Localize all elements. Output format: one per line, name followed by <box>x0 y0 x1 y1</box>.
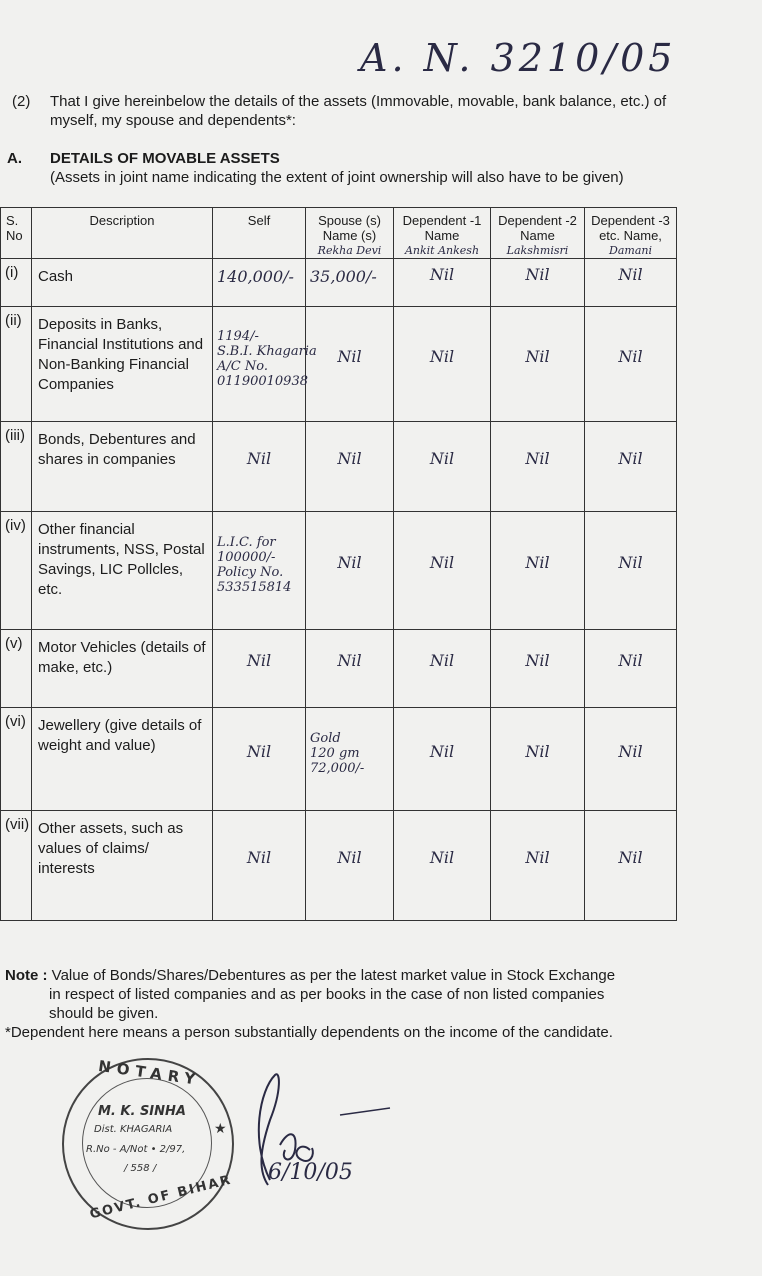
nil-entry: Nil <box>618 848 643 867</box>
handwritten-entry: L.I.C. for <box>217 535 276 550</box>
nil-entry: Nil <box>429 449 455 468</box>
cell-dep3 <box>585 307 677 422</box>
nil-entry: Nil <box>618 449 643 468</box>
dependent-note: *Dependent here means a person substantially dependents on the income of the candidate. <box>5 1024 613 1041</box>
header-dep2-label: Dependent -2 Name <box>498 213 577 243</box>
nil-entry: Nil <box>337 848 362 867</box>
header-sno: S. No <box>1 208 32 259</box>
row-sno: (v) <box>1 630 32 708</box>
cell-spouse <box>306 259 394 307</box>
stamp-notary-text: NOTARY <box>97 1056 203 1090</box>
signature-date: 6/10/05 <box>268 1160 353 1185</box>
cell-dep2 <box>491 630 585 708</box>
row-description: Other assets, such as values of claims/ interests <box>32 811 213 921</box>
table-row <box>1 708 677 811</box>
row-description: Other financial instruments, NSS, Postal Savings, LIC Pollcles, etc. <box>32 512 213 630</box>
nil-entry: Nil <box>525 651 550 670</box>
nil-entry: Nil <box>429 346 455 366</box>
cell-spouse <box>306 708 394 811</box>
movable-assets-table <box>0 207 677 921</box>
nil-entry: Nil <box>246 848 272 867</box>
handwritten-entry: Gold <box>310 731 341 746</box>
paragraph-text: That I give hereinbelow the details of the assets (Immovable, movable, bank balance, etc.) of myself, my spouse and dependents*: <box>50 93 667 129</box>
table-row <box>1 307 677 422</box>
cell-self <box>213 259 306 307</box>
nil-entry: Nil <box>246 741 272 761</box>
note-label: Note : <box>5 967 48 984</box>
row-sno: (vii) <box>1 811 32 921</box>
cell-dep1 <box>394 512 491 630</box>
cell-spouse <box>306 512 394 630</box>
dependent-3-name: Damani <box>609 245 652 257</box>
cell-spouse <box>306 307 394 422</box>
nil-entry: Nil <box>337 449 362 468</box>
header-dependent-1 <box>394 208 491 259</box>
row-description: Cash <box>32 259 213 307</box>
cell-self <box>213 630 306 708</box>
nil-entry: Nil <box>429 651 455 670</box>
nil-entry: Nil <box>337 553 362 572</box>
nil-entry: Nil <box>429 553 455 572</box>
cell-dep3 <box>585 811 677 921</box>
cell-dep1 <box>394 811 491 921</box>
cell-spouse <box>306 422 394 512</box>
nil-entry: Nil <box>525 265 550 284</box>
header-spouse <box>306 208 394 259</box>
row-description: Deposits in Banks, Financial Institutions and Non-Banking Financial Companies <box>32 307 213 422</box>
star-icon: ★ <box>214 1120 227 1136</box>
cell-dep1 <box>394 422 491 512</box>
dependent-1-name: Ankit Ankesh <box>404 245 480 257</box>
nil-entry: Nil <box>618 651 643 670</box>
cell-dep2 <box>491 512 585 630</box>
handwritten-entry: 100000/- <box>217 550 276 565</box>
stamp-govt-text: GOVT. OF BIHAR <box>88 1172 234 1223</box>
nil-entry: Nil <box>525 449 550 468</box>
signature <box>240 1060 410 1210</box>
cell-self <box>213 512 306 630</box>
note-line-1: Value of Bonds/Shares/Debentures as per the latest market value in Stock Exchange <box>51 967 616 984</box>
nil-entry: Nil <box>618 346 643 366</box>
cell-dep1 <box>394 630 491 708</box>
section-letter: A. <box>7 150 22 167</box>
nil-entry: Nil <box>246 651 272 670</box>
cell-spouse <box>306 630 394 708</box>
handwritten-entry: Policy No. <box>217 565 284 580</box>
table-row <box>1 422 677 512</box>
nil-entry: Nil <box>337 651 362 670</box>
table-row <box>1 630 677 708</box>
cell-spouse <box>306 811 394 921</box>
section-title: DETAILS OF MOVABLE ASSETS <box>50 150 280 167</box>
cell-self <box>213 307 317 422</box>
handwritten-entry: 120 gm <box>310 746 360 761</box>
handwritten-entry: 35,000/- <box>310 267 377 286</box>
cell-dep3 <box>585 512 677 630</box>
dependent-2-name: Lakshmisri <box>506 245 569 257</box>
nil-entry: Nil <box>246 449 272 468</box>
nil-entry: Nil <box>337 346 362 366</box>
header-dependent-2 <box>491 208 585 259</box>
handwritten-entry: 72,000/- <box>310 761 365 776</box>
handwritten-entry: 01190010938 <box>217 373 308 389</box>
cell-self <box>213 811 306 921</box>
header-dependent-3 <box>585 208 677 259</box>
handwritten-entry: 1194/- <box>217 328 259 344</box>
header-self: Self <box>213 208 306 259</box>
cell-dep2 <box>491 811 585 921</box>
row-description: Bonds, Debentures and shares in companies <box>32 422 213 512</box>
nil-entry: Nil <box>429 265 455 284</box>
stamp-registration: R.No - A/Not • 2/97, <box>86 1144 186 1155</box>
nil-entry: Nil <box>429 741 455 761</box>
nil-entry: Nil <box>525 848 550 867</box>
row-description: Motor Vehicles (details of make, etc.) <box>32 630 213 708</box>
row-description: Jewellery (give details of weight and value) <box>32 708 213 811</box>
nil-entry: Nil <box>618 741 643 761</box>
cell-dep2 <box>491 259 585 307</box>
cell-self <box>213 708 306 811</box>
header-dep3-label: Dependent -3 etc. Name, <box>591 213 670 243</box>
spouse-name: Rekha Devi <box>317 245 382 257</box>
cell-dep1 <box>394 708 491 811</box>
handwritten-entry: 533515814 <box>217 580 292 595</box>
nil-entry: Nil <box>618 553 643 572</box>
nil-entry: Nil <box>525 741 550 761</box>
paragraph-number: (2) <box>12 93 31 110</box>
row-sno: (iii) <box>1 422 32 512</box>
cell-dep1 <box>394 307 491 422</box>
handwritten-entry: S.B.I. Khagaria <box>217 343 317 359</box>
cell-dep2 <box>491 708 585 811</box>
cell-self <box>213 422 306 512</box>
cell-dep3 <box>585 630 677 708</box>
row-sno: (vi) <box>1 708 32 811</box>
table-row <box>1 811 677 921</box>
application-number: A. N. 3210/05 <box>360 36 677 80</box>
row-sno: (ii) <box>1 307 32 422</box>
note-block <box>5 966 695 1042</box>
header-dep1-label: Dependent -1 Name <box>402 213 482 243</box>
note-line-3: should be given. <box>49 1005 159 1022</box>
cell-dep3 <box>585 259 677 307</box>
handwritten-entry: A/C No. <box>217 358 268 374</box>
table-header-row <box>1 208 677 259</box>
header-description: Description <box>32 208 213 259</box>
note-line-2: in respect of listed companies and as per books in the case of non listed companies <box>49 986 605 1003</box>
cell-dep1 <box>394 259 491 307</box>
section-subtitle: (Assets in joint name indicating the extent of joint ownership will also have to be given) <box>50 169 624 186</box>
nil-entry: Nil <box>525 553 550 572</box>
table-row <box>1 259 677 307</box>
cell-dep2 <box>491 422 585 512</box>
stamp-district: Dist. KHAGARIA <box>94 1124 173 1135</box>
nil-entry: Nil <box>525 346 550 366</box>
row-sno: (i) <box>1 259 32 307</box>
nil-entry: Nil <box>429 848 455 867</box>
stamp-name: M. K. SINHA <box>98 1104 186 1119</box>
nil-entry: Nil <box>618 265 643 284</box>
header-spouse-label: Spouse (s) Name (s) <box>318 213 381 243</box>
handwritten-entry: 140,000/- <box>217 267 294 286</box>
stamp-number: / 558 / <box>124 1163 157 1174</box>
cell-dep2 <box>491 307 585 422</box>
row-sno: (iv) <box>1 512 32 630</box>
notary-stamp <box>62 1058 234 1230</box>
cell-dep3 <box>585 708 677 811</box>
cell-dep3 <box>585 422 677 512</box>
table-row <box>1 512 677 630</box>
